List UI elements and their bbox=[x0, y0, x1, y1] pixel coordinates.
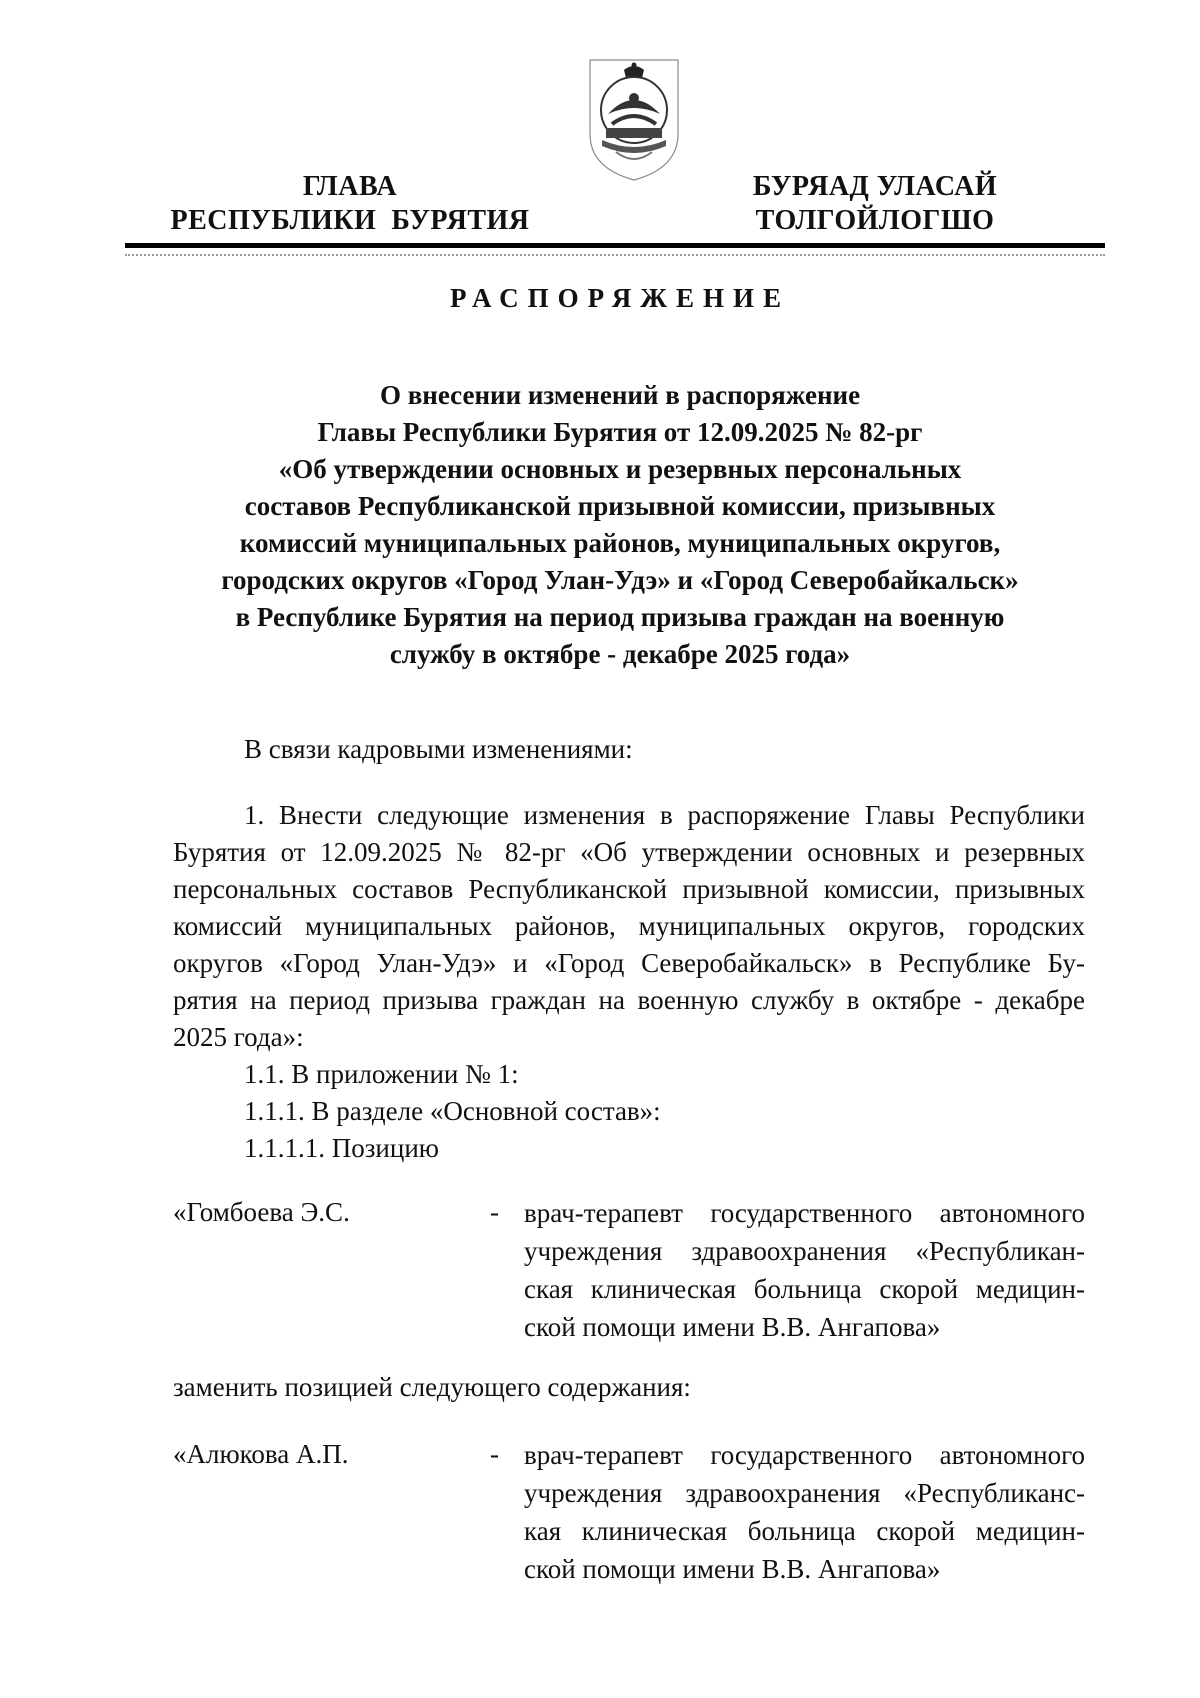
title-line: составов Республиканской призывной комиссии, призывных bbox=[244, 491, 996, 521]
item1-line: округов «Город Улан-Удэ» и «Город Северобайкальск» в Республике Бу- bbox=[173, 948, 1085, 978]
header-left bbox=[160, 170, 540, 238]
document-title bbox=[150, 377, 1090, 673]
document-type: РАСПОРЯЖЕНИЕ bbox=[449, 283, 791, 313]
title-line: службу в октябре - декабре 2025 года» bbox=[389, 639, 851, 669]
coat-of-arms-icon bbox=[586, 56, 682, 182]
header-left-line1: ГЛАВА bbox=[302, 171, 398, 202]
item1-line: персональных составов Республиканской призывной комиссии, призывных bbox=[173, 874, 1085, 904]
title-line: Главы Республики Бурятия от 12.09.2025 № 82-рг bbox=[317, 417, 923, 447]
sub-item: 1.1.1. В разделе «Основной состав»: bbox=[244, 1096, 661, 1126]
header-right bbox=[740, 170, 1010, 238]
header-divider-thick bbox=[125, 243, 1105, 248]
new-entry-name: «Алюкова А.П. bbox=[173, 1439, 349, 1469]
old-entry-description bbox=[524, 1194, 1085, 1346]
new-entry-description bbox=[524, 1436, 1085, 1588]
item1-line: рятия на период призыва граждан на военную службу в октябре - декабре bbox=[173, 985, 1085, 1015]
description-line: врач-терапевт государственного автономного bbox=[524, 1440, 1085, 1470]
title-line: О внесении изменений в распоряжение bbox=[379, 380, 861, 410]
title-line: комиссий муниципальных районов, муниципальных округов, bbox=[239, 528, 1001, 558]
title-line: «Об утверждении основных и резервных персональных bbox=[278, 454, 962, 484]
description-line: кая клиническая больница скорой медицин- bbox=[524, 1516, 1085, 1546]
description-line: врач-терапевт государственного автономного bbox=[524, 1198, 1085, 1228]
old-entry-name: «Гомбоева Э.С. bbox=[173, 1197, 350, 1227]
title-line: в Республике Бурятия на период призыва граждан на военную bbox=[235, 602, 1005, 632]
item1-line: Бурятия от 12.09.2025 № 82-рг «Об утверждении основных и резервных bbox=[173, 837, 1085, 867]
description-line: ской помощи имени В.В. Ангапова» bbox=[524, 1312, 941, 1342]
old-entry-dash: - bbox=[490, 1197, 499, 1227]
sub-item: 1.1.1.1. Позицию bbox=[244, 1133, 439, 1163]
description-line: учреждения здравоохранения «Республикан- bbox=[524, 1236, 1085, 1266]
description-line: учреждения здравоохранения «Республиканс- bbox=[524, 1478, 1085, 1508]
header-right-line1: БУРЯАД УЛАСАЙ bbox=[752, 171, 998, 202]
description-line: ской помощи имени В.В. Ангапова» bbox=[524, 1554, 941, 1584]
replace-text: заменить позицией следующего содержания: bbox=[173, 1372, 691, 1402]
item1-line: комиссий муниципальных районов, муниципальных округов, городских bbox=[173, 911, 1085, 941]
intro-text: В связи кадровыми изменениями: bbox=[244, 734, 633, 764]
new-entry-dash: - bbox=[490, 1439, 499, 1469]
header-divider-thin bbox=[125, 254, 1105, 256]
description-line: ская клиническая больница скорой медицин- bbox=[524, 1274, 1085, 1304]
title-line: городских округов «Город Улан-Удэ» и «Город Северобайкальск» bbox=[221, 565, 1019, 595]
header-left-line2: РЕСПУБЛИКИ БУРЯТИЯ bbox=[170, 205, 530, 236]
sub-item: 1.1. В приложении № 1: bbox=[244, 1059, 519, 1089]
header-right-line2: ТОЛГОЙЛОГШО bbox=[755, 205, 995, 236]
item1-line: 1. Внести следующие изменения в распоряжение Главы Республики bbox=[244, 800, 1085, 830]
item1-line: 2025 года»: bbox=[173, 1022, 304, 1052]
